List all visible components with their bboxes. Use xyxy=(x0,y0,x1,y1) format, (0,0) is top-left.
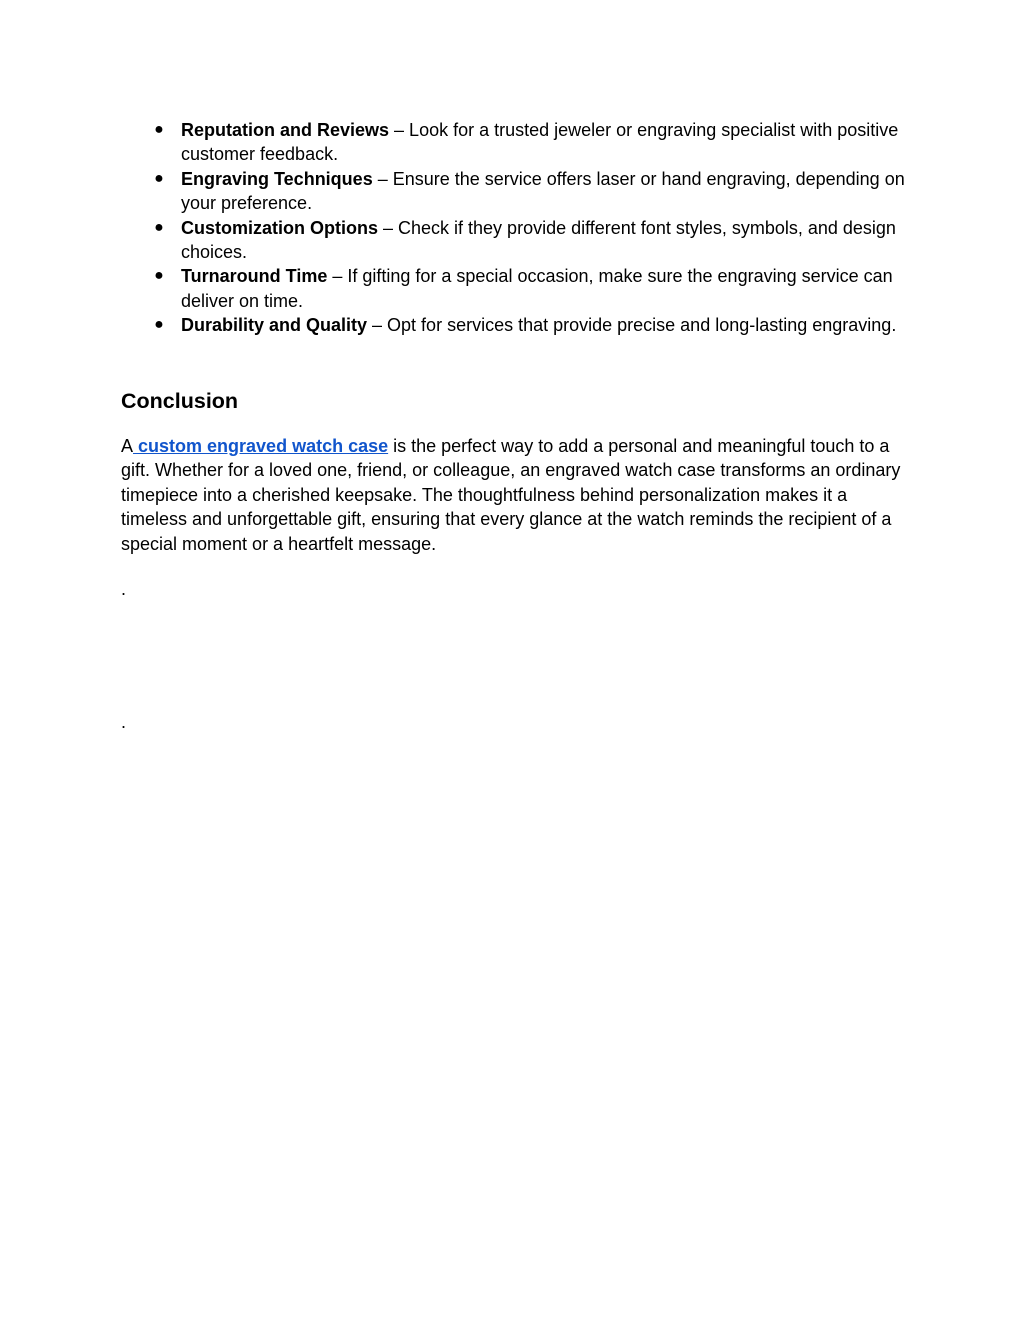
list-item-text: – If gifting for a special occasion, make sure the engraving service can deliver on time. xyxy=(181,266,893,311)
paragraph-lead: A xyxy=(121,436,134,456)
list-item-text: – Check if they provide different font styles, symbols, and design choices. xyxy=(181,217,896,263)
list-item-term: Turnaround Time xyxy=(181,266,328,287)
tips-list xyxy=(121,118,911,338)
list-item-text: – Ensure the service offers laser or hand engraving, depending on your preference. xyxy=(181,168,905,214)
conclusion-heading: Conclusion xyxy=(121,389,239,413)
trailing-dot: . xyxy=(121,712,127,732)
conclusion-paragraph xyxy=(121,434,901,556)
list-item-term: Engraving Techniques xyxy=(181,168,373,189)
list-item-term: Durability and Quality xyxy=(181,315,368,336)
bullet-icon: ● xyxy=(154,218,164,236)
list-item xyxy=(121,313,911,337)
bullet-icon: ● xyxy=(154,316,164,334)
list-item xyxy=(121,167,911,216)
list-item-text: – Opt for services that provide precise and long-lasting engraving. xyxy=(367,315,897,336)
bullet-icon: ● xyxy=(154,121,164,138)
bullet-icon: ● xyxy=(154,267,164,285)
list-item xyxy=(121,264,911,313)
trailing-dot: . xyxy=(121,579,127,599)
bullet-icon: ● xyxy=(154,169,164,187)
custom-engraved-watch-case-link[interactable]: custom engraved watch case xyxy=(133,436,389,456)
paragraph-body: is the perfect way to add a personal and meaningful touch to a gift. Whether for a loved one, friend, or colleague, an engraved watch case transforms an ordinary timepiece into a cherished keepsake. The thoughtfulness behind personalization makes it a timeless and unforgettable gift, ensuring that every glance at the watch reminds the recipient of a special moment or a heartfelt message. xyxy=(121,436,901,554)
list-item-term: Reputation and Reviews xyxy=(181,120,390,140)
list-item-text: – Look for a trusted jeweler or engraving specialist with positive customer feedback. xyxy=(181,120,899,165)
list-item xyxy=(121,216,911,265)
list-item-term: Customization Options xyxy=(181,217,378,238)
list-item xyxy=(121,118,911,167)
